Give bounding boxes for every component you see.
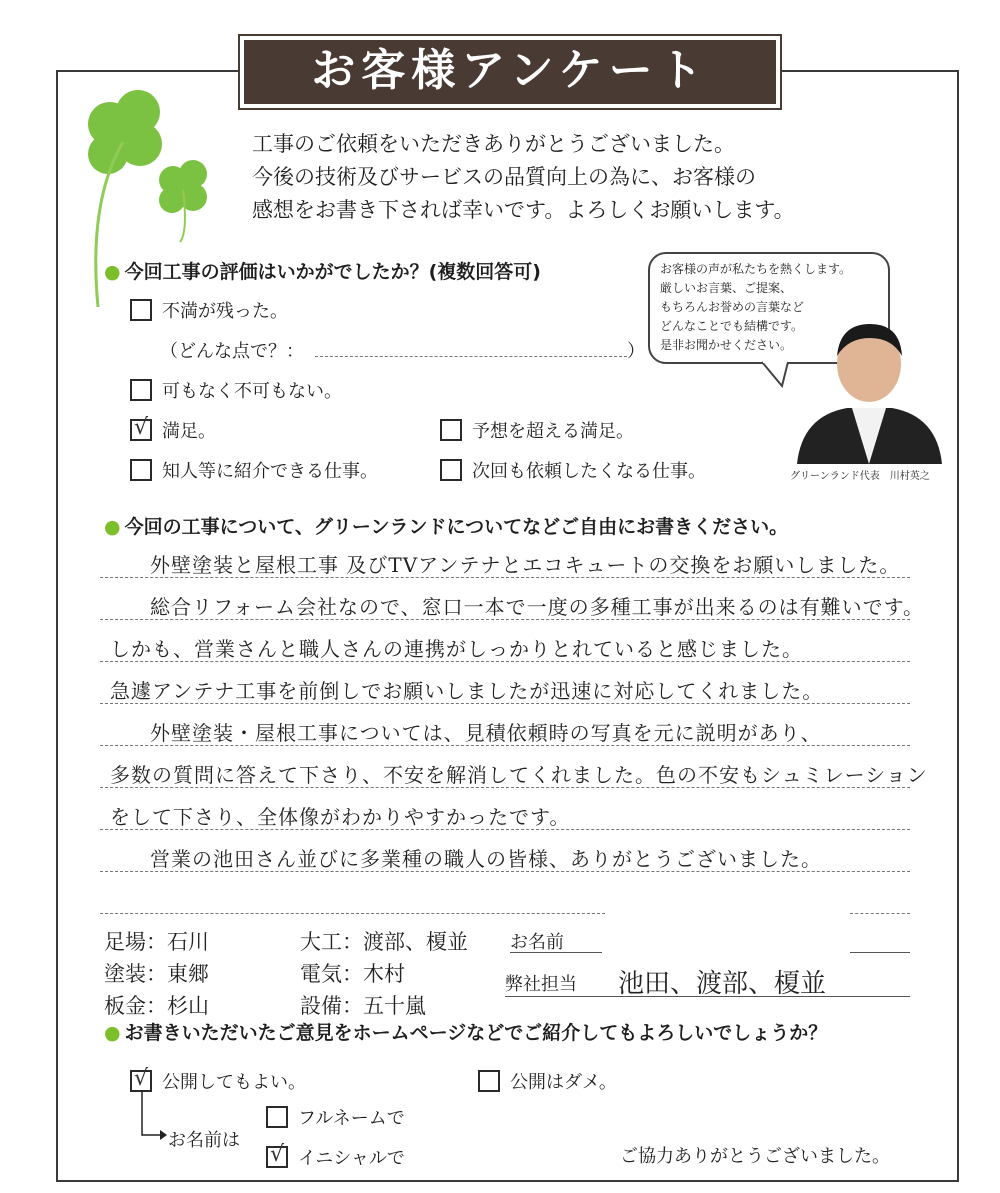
bubble-line: 是非お聞かせください。 xyxy=(660,338,793,352)
checkbox[interactable] xyxy=(478,1070,500,1092)
question-3 xyxy=(104,1018,827,1045)
question-2 xyxy=(104,512,788,539)
followup-close-text: ） xyxy=(627,341,645,362)
answer-line xyxy=(850,913,910,914)
intro-line: 感想をお書き下されば幸いです。よろしくお願いします。 xyxy=(252,198,795,222)
staff-equipment: 設備：五十嵐 xyxy=(300,994,426,1018)
option-label: フルネームで xyxy=(298,1108,405,1129)
question-1 xyxy=(104,257,541,284)
staff-scaffold: 足場：石川 xyxy=(104,930,209,954)
option-label: 予想を超える満足。 xyxy=(472,421,634,442)
staff-in-charge-label: 弊社担当 xyxy=(505,974,577,995)
bubble-line: お客様の声が私たちを熱くします。 xyxy=(660,262,852,276)
checkbox[interactable] xyxy=(266,1106,288,1128)
followup-close xyxy=(627,337,645,363)
checkbox[interactable] xyxy=(130,459,152,481)
customer-name-line[interactable] xyxy=(510,952,602,953)
option-label: 公開はダメ。 xyxy=(510,1072,617,1093)
option-initial[interactable] xyxy=(266,1144,405,1170)
option-label: 公開してもよい。 xyxy=(162,1072,306,1093)
option-public-ng[interactable] xyxy=(478,1068,617,1094)
question-3-text: お書きいただいたご意見をホームページなどでご紹介してもよろしいでしょうか？ xyxy=(124,1022,828,1044)
handwritten-line: 営業の池田さん並びに多業種の職人の皆様、ありがとうございました。 xyxy=(150,847,822,871)
option-request-again[interactable] xyxy=(440,457,706,483)
handwritten-line: 外壁塗装と屋根工事 及びTVアンテナとエコキュートの交換をお願いしました。 xyxy=(150,553,901,577)
option-fullname[interactable] xyxy=(266,1104,405,1130)
customer-name-label: お名前 xyxy=(510,932,564,953)
bullet-icon: ● xyxy=(104,1022,121,1044)
followup-answer-line[interactable] xyxy=(315,356,627,357)
bubble-line: もちろんお誉めの言葉など xyxy=(660,300,805,314)
closing-thanks: ご協力ありがとうございました。 xyxy=(620,1146,890,1167)
option-label: イニシャルで xyxy=(298,1148,405,1169)
checkbox[interactable] xyxy=(130,379,152,401)
customer-name-line[interactable] xyxy=(850,952,910,953)
option-public-ok[interactable] xyxy=(130,1068,306,1094)
checkbox-checked[interactable] xyxy=(266,1142,288,1168)
handwritten-line: しかも、営業さんと職人さんの連携がしっかりとれていると感じました。 xyxy=(110,637,803,661)
check-mark-icon: √ xyxy=(270,1142,285,1167)
bullet-icon: ● xyxy=(104,516,121,538)
option-label: 不満が残った。 xyxy=(162,301,288,322)
staff-carpenter: 大工：渡部、榎並 xyxy=(300,930,468,954)
bullet-icon: ● xyxy=(104,261,121,283)
handwritten-line: 多数の質問に答えて下さり、不安を解消してくれました。色の不安もシュミレーション xyxy=(110,763,928,787)
handwritten-line: 外壁塗装・屋根工事については、見積依頼時の写真を元に説明があり、 xyxy=(150,721,822,745)
bubble-line: 厳しいお言葉、ご提案、 xyxy=(660,281,793,295)
checkbox[interactable] xyxy=(130,299,152,321)
option-label: 可もなく不可もない。 xyxy=(162,381,342,402)
intro-line: 工事のご依頼をいただきありがとうございました。 xyxy=(252,132,735,156)
option-beyond-expectation[interactable] xyxy=(440,417,634,443)
staff-painting: 塗装：東郷 xyxy=(104,962,209,986)
option-label: 次回も依頼したくなる仕事。 xyxy=(472,461,706,482)
option-recommendable[interactable] xyxy=(130,457,378,483)
handwritten-line: をして下さり、全体像がわかりやすかったです。 xyxy=(110,805,571,829)
name-display-label: お名前は xyxy=(168,1130,240,1151)
checkbox[interactable] xyxy=(440,459,462,481)
option-neutral[interactable] xyxy=(130,377,342,403)
intro-line: 今後の技術及びサービスの品質向上の為に、お客様の xyxy=(252,165,756,189)
checkbox-checked[interactable] xyxy=(130,415,152,441)
checkbox-checked[interactable] xyxy=(130,1066,152,1092)
answer-line xyxy=(100,913,605,914)
check-mark-icon: √ xyxy=(134,415,149,440)
staff-electric: 電気：木村 xyxy=(300,962,405,986)
staff-in-charge-line xyxy=(505,996,910,997)
followup-open: （どんな点で？： xyxy=(160,341,304,362)
handwritten-line: 総合リフォーム会社なので、窓口一本で一度の多種工事が出来るのは有難いです。 xyxy=(150,595,924,619)
option-label: 満足。 xyxy=(162,421,216,442)
branch-arrow-icon xyxy=(140,1092,170,1142)
followup-prompt xyxy=(160,337,304,363)
representative-photo xyxy=(792,316,947,464)
survey-title: お客様アンケート xyxy=(240,36,780,108)
handwritten-line: 急遽アンテナ工事を前倒しでお願いしましたが迅速に対応してくれました。 xyxy=(110,679,824,703)
question-1-text: 今回工事の評価はいかがでしたか？(複数回答可) xyxy=(124,261,541,283)
staff-sheet-metal: 板金：杉山 xyxy=(104,994,209,1018)
option-satisfied[interactable] xyxy=(130,417,216,443)
question-2-text: 今回の工事について、グリーンランドについてなどご自由にお書きください。 xyxy=(124,516,789,538)
option-label: 知人等に紹介できる仕事。 xyxy=(162,461,378,482)
option-dissatisfied[interactable] xyxy=(130,297,288,323)
intro-text xyxy=(252,128,892,227)
bubble-line: どんなことでも結構です。 xyxy=(660,319,804,333)
check-mark-icon: √ xyxy=(134,1066,149,1091)
representative-caption: グリーンランド代表 川村英之 xyxy=(790,471,930,482)
staff-in-charge-value: 池田、渡部、榎並 xyxy=(618,969,827,999)
checkbox[interactable] xyxy=(440,419,462,441)
